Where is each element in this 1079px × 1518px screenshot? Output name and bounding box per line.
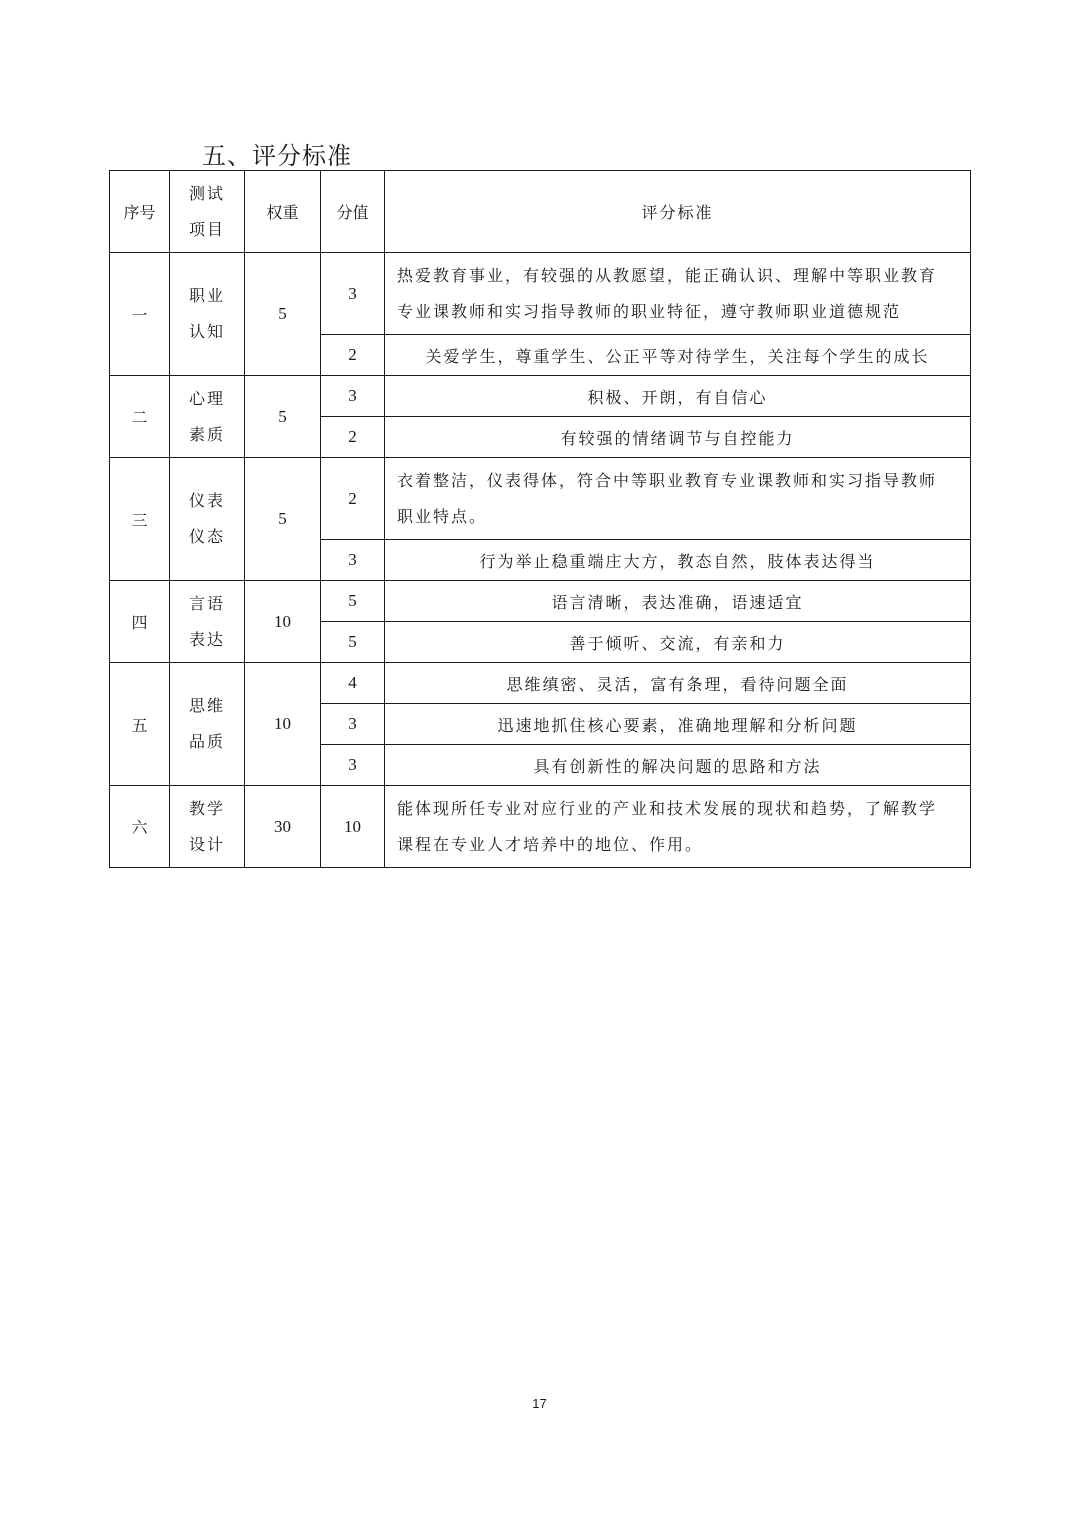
table-row <box>110 458 971 540</box>
group-item-line2: 表达 <box>188 629 225 649</box>
group-item <box>170 581 245 663</box>
row-standard: 关爱学生，尊重学生、公正平等对待学生，关注每个学生的成长 <box>385 335 971 376</box>
group-weight: 10 <box>245 581 321 663</box>
row-standard-line2: 专业课教师和实习指导教师的职业特征，遵守教师职业道德规范 <box>397 301 902 321</box>
header-row <box>110 171 971 253</box>
group-item <box>170 253 245 376</box>
row-standard: 思维缜密、灵活，富有条理，看待问题全面 <box>385 663 971 704</box>
row-score: 5 <box>321 581 385 622</box>
row-standard <box>385 253 971 335</box>
row-standard-line1: 热爱教育事业，有较强的从教愿望，能正确认识、理解中等职业教育 <box>397 265 938 285</box>
table-row <box>110 581 971 622</box>
row-score: 3 <box>321 745 385 786</box>
row-score: 4 <box>321 663 385 704</box>
row-standard-line1: 能体现所任专业对应行业的产业和技术发展的现状和趋势，了解教学 <box>397 798 938 818</box>
section-title: 五、评分标准 <box>202 142 352 170</box>
group-no: 二 <box>110 376 170 458</box>
row-score: 3 <box>321 704 385 745</box>
row-score: 2 <box>321 458 385 540</box>
group-item <box>170 663 245 786</box>
group-item-line2: 品质 <box>188 732 225 751</box>
group-item-line1: 教学 <box>188 798 225 818</box>
group-item-line2: 仪态 <box>188 527 225 546</box>
group-weight: 5 <box>245 376 321 458</box>
row-standard-line2: 职业特点。 <box>397 506 488 526</box>
group-weight: 5 <box>245 253 321 376</box>
row-standard-line2: 课程在专业人才培养中的地位、作用。 <box>397 834 704 854</box>
row-standard: 语言清晰，表达准确，语速适宜 <box>385 581 971 622</box>
group-item <box>170 458 245 581</box>
group-item-line2: 认知 <box>188 322 225 341</box>
row-standard-line1: 衣着整洁，仪表得体，符合中等职业教育专业课教师和实习指导教师 <box>397 470 938 490</box>
group-no: 三 <box>110 458 170 581</box>
row-standard: 行为举止稳重端庄大方，教态自然，肢体表达得当 <box>385 540 971 581</box>
row-standard: 积极、开朗，有自信心 <box>385 376 971 417</box>
group-item-line1: 思维 <box>188 696 225 715</box>
row-score: 2 <box>321 335 385 376</box>
row-standard: 迅速地抓住核心要素，准确地理解和分析问题 <box>385 704 971 745</box>
row-score: 3 <box>321 540 385 581</box>
group-no: 四 <box>110 581 170 663</box>
group-item <box>170 376 245 458</box>
group-weight: 10 <box>245 663 321 786</box>
table-row <box>110 663 971 704</box>
group-item-line1: 职业 <box>188 286 225 305</box>
group-item-line1: 心理 <box>188 388 225 408</box>
group-item-line1: 仪表 <box>188 491 225 510</box>
group-item-line1: 言语 <box>188 593 225 613</box>
header-score: 分值 <box>321 171 385 253</box>
header-item-line1: 测试 <box>188 183 225 203</box>
page-number: 17 <box>532 1396 547 1411</box>
group-item-line2: 设计 <box>188 834 225 854</box>
header-standard: 评分标准 <box>385 171 971 253</box>
row-standard: 具有创新性的解决问题的思路和方法 <box>385 745 971 786</box>
table-row <box>110 253 971 335</box>
header-item-line2: 项目 <box>188 219 225 239</box>
row-score: 3 <box>321 376 385 417</box>
row-score: 10 <box>321 786 385 868</box>
scoring-table <box>109 170 971 868</box>
group-item <box>170 786 245 868</box>
table-row <box>110 376 971 417</box>
header-no: 序号 <box>110 171 170 253</box>
group-no: 六 <box>110 786 170 868</box>
row-standard <box>385 458 971 540</box>
group-item-line2: 素质 <box>188 424 225 444</box>
group-weight: 5 <box>245 458 321 581</box>
row-score: 5 <box>321 622 385 663</box>
group-weight: 30 <box>245 786 321 868</box>
row-score: 2 <box>321 417 385 458</box>
row-standard <box>385 786 971 868</box>
header-weight: 权重 <box>245 171 321 253</box>
row-standard: 有较强的情绪调节与自控能力 <box>385 417 971 458</box>
group-no: 五 <box>110 663 170 786</box>
group-no: 一 <box>110 253 170 376</box>
table-row <box>110 786 971 868</box>
row-standard: 善于倾听、交流，有亲和力 <box>385 622 971 663</box>
row-score: 3 <box>321 253 385 335</box>
header-item <box>170 171 245 253</box>
